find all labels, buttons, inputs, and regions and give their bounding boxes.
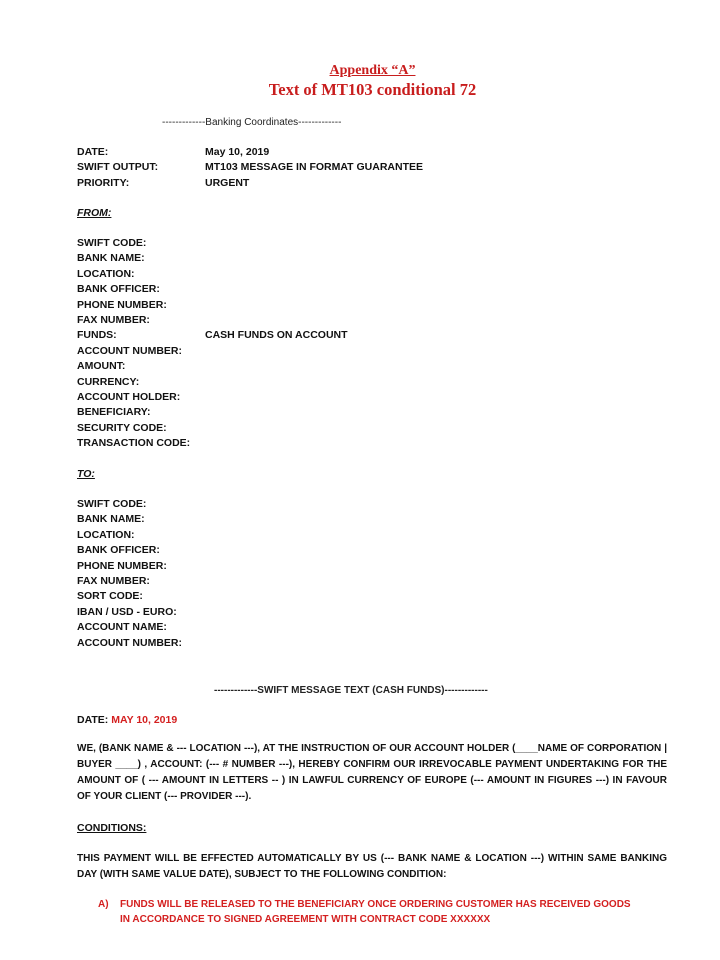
- field-label: FAX NUMBER:: [77, 314, 150, 327]
- field-label: BANK NAME:: [77, 252, 145, 265]
- field-value: May 10, 2019: [205, 146, 270, 158]
- conditions-paragraph: THIS PAYMENT WILL BE EFFECTED AUTOMATICALLY BY US (--- BANK NAME & LOCATION ---) WITHIN SAME BANKING DAY (WITH SAME VALUE DATE), SUBJECT TO THE FOLLOWING CONDITION:: [77, 853, 667, 880]
- field-label: AMOUNT:: [77, 360, 126, 373]
- to-field-row: [77, 559, 205, 574]
- message-date-value: MAY 10, 2019: [111, 714, 178, 726]
- undertaking-paragraph: WE, (BANK NAME & --- LOCATION ---), AT THE INSTRUCTION OF OUR ACCOUNT HOLDER (____NAME OF CORPORATION | BUYER ____) , ACCOUNT: (--- # NUMBER ---), HEREBY CONFIRM OUR IRREVOCABLE PAYMENT UNDERTAKING FOR THE AMOUNT OF ( --- AMOUNT IN LETTERS -- ) IN LAWFUL CURRENCY OF EUROPE (--- AMOUNT IN FIGURES ---) IN FAVOUR OF YOUR CLIENT (--- PROVIDER ---).: [77, 743, 667, 802]
- to-field-row: [77, 589, 205, 604]
- field-label: FAX NUMBER:: [77, 575, 150, 588]
- conditions-heading: CONDITIONS:: [77, 822, 147, 834]
- document-title: Text of MT103 conditional 72: [268, 80, 477, 99]
- from-field-row: [77, 405, 348, 420]
- appendix-heading: Appendix “A”: [329, 63, 416, 78]
- field-label: PRIORITY:: [77, 176, 130, 189]
- field-label: SECURITY CODE:: [77, 421, 167, 434]
- field-label: SWIFT CODE:: [77, 498, 147, 510]
- field-label: BANK OFFICER:: [77, 283, 160, 296]
- field-label: BANK OFFICER:: [77, 544, 160, 557]
- from-field-row: [77, 344, 348, 359]
- from-field-row: [77, 313, 348, 328]
- field-value: URGENT: [205, 176, 250, 189]
- from-field-row: [77, 328, 348, 343]
- field-label: FUNDS:: [77, 329, 117, 342]
- field-label: BENEFICIARY:: [77, 406, 151, 419]
- message-date-label: DATE:: [77, 714, 109, 726]
- to-field-row: [77, 543, 205, 558]
- to-heading: TO:: [77, 468, 95, 480]
- field-value: MT103 MESSAGE IN FORMAT GUARANTEE: [205, 161, 423, 174]
- from-field-row: [77, 436, 348, 451]
- to-field-row: [77, 528, 205, 543]
- to-field-row: [77, 636, 205, 651]
- from-field-row: [77, 251, 348, 266]
- field-row-priority: [77, 176, 423, 191]
- top-fields: [77, 145, 423, 191]
- to-field-row: [77, 605, 205, 620]
- field-label: TRANSACTION CODE:: [77, 437, 191, 450]
- to-field-row: [77, 512, 205, 527]
- from-field-row: [77, 375, 348, 390]
- condition-item-label: A): [98, 899, 109, 910]
- from-heading: FROM:: [77, 207, 112, 219]
- field-label: ACCOUNT NAME:: [77, 621, 167, 634]
- from-field-row: [77, 421, 348, 436]
- field-label: CURRENCY:: [77, 375, 140, 388]
- field-label: DATE:: [77, 146, 109, 158]
- field-label: SWIFT OUTPUT:: [77, 161, 159, 174]
- condition-item: [98, 897, 643, 927]
- banking-coordinates-label: -------------Banking Coordinates-------------: [162, 117, 342, 128]
- from-fields: [77, 236, 348, 452]
- field-label: LOCATION:: [77, 267, 135, 280]
- to-field-row: [77, 574, 205, 589]
- from-field-row: [77, 282, 348, 297]
- to-fields: [77, 497, 205, 651]
- field-label: PHONE NUMBER:: [77, 298, 167, 311]
- field-label: IBAN / USD - EURO:: [77, 605, 177, 618]
- from-field-row: [77, 390, 348, 405]
- swift-message-label: -------------SWIFT MESSAGE TEXT (CASH FUNDS)-------------: [214, 685, 488, 696]
- from-field-row: [77, 236, 348, 251]
- field-row-swift-output: [77, 160, 423, 175]
- field-label: BANK NAME:: [77, 513, 145, 526]
- field-label: ACCOUNT HOLDER:: [77, 391, 181, 404]
- field-label: ACCOUNT NUMBER:: [77, 344, 182, 357]
- field-label: LOCATION:: [77, 528, 135, 541]
- from-field-row: [77, 359, 348, 374]
- field-label: PHONE NUMBER:: [77, 559, 167, 572]
- from-field-row: [77, 267, 348, 282]
- from-field-row: [77, 298, 348, 313]
- field-row-date: [77, 145, 423, 160]
- field-value: CASH FUNDS ON ACCOUNT: [205, 329, 348, 342]
- field-label: ACCOUNT NUMBER:: [77, 636, 182, 649]
- field-label: SORT CODE:: [77, 590, 143, 603]
- condition-item-text: FUNDS WILL BE RELEASED TO THE BENEFICIARY ONCE ORDERING CUSTOMER HAS RECEIVED GOODS IN ACCORDANCE TO SIGNED AGREEMENT WITH CONTRACT CODE XXXXXX: [120, 899, 631, 925]
- field-label: SWIFT CODE:: [77, 237, 147, 249]
- message-date: [77, 714, 177, 726]
- to-field-row: [77, 620, 205, 635]
- to-field-row: [77, 497, 205, 512]
